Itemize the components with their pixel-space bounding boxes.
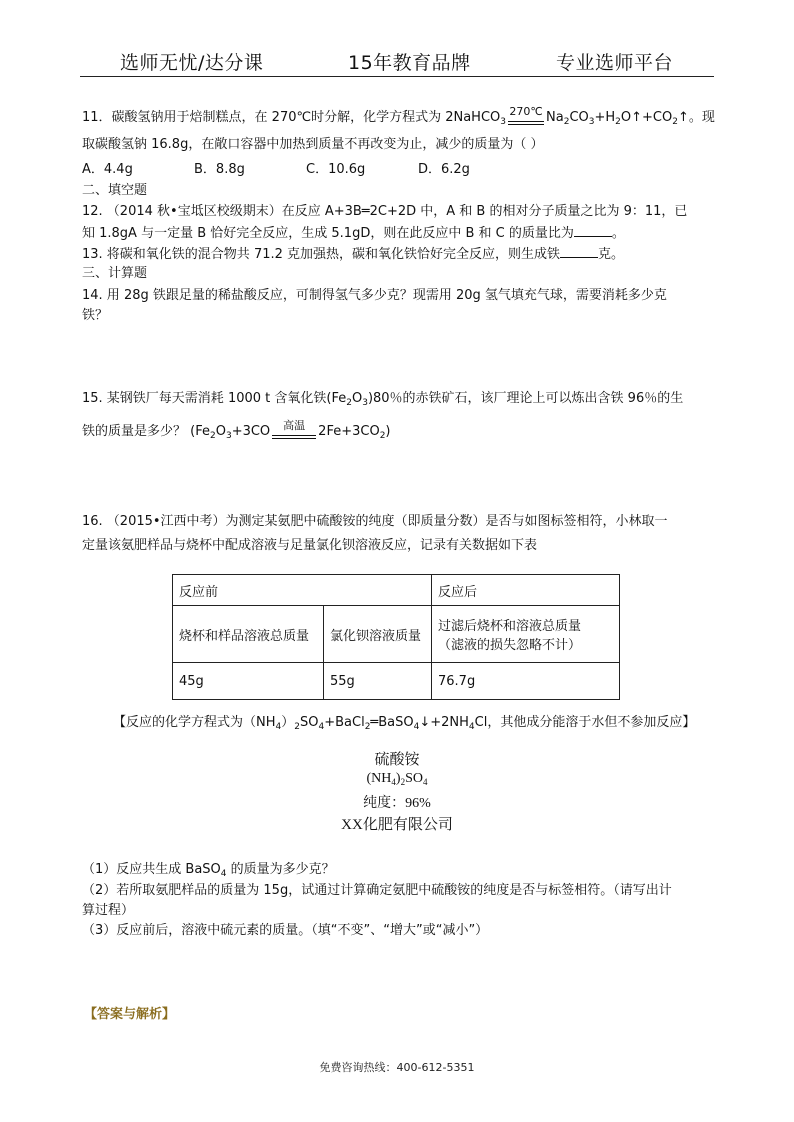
header-center: 15年教育品牌 xyxy=(348,52,471,74)
q16-sub2-line1: （2）若所取氨肥样品的质量为 15g，试通过计算确定氨肥中硫酸铵的纯度是否与标签相符。（请写出计 xyxy=(82,883,672,898)
section-fill-in: 二、填空题 xyxy=(82,183,148,198)
q16-equation: 【反应的化学方程式为$(NH_4)_2SO_4+BaCl_2═BaSO_4↓+2NH_4Cl$，其他成分能溶于水但不参加反应】 xyxy=(113,715,696,732)
q16-line2: 定量该氨肥样品与烧杯中配成溶液与足量氯化钡溶液反应，记录有关数据如下表 xyxy=(82,538,538,553)
page-header xyxy=(0,48,794,78)
q13-line: 13. 将碳和氧化铁的混合物共 71.2 克加强热，碳和氧化铁恰好完全反应，则生成铁 克。 xyxy=(82,243,624,265)
q12-line2: 知 1.8gA 与一定量 B 恰好完全反应，生成 5.1gD，则在此反应中 B 和 C 的质量比为 。 xyxy=(82,222,625,244)
table-header-after: 反应后 xyxy=(432,575,620,606)
q14-line2: 铁？ xyxy=(82,308,109,323)
q11-option-c: C．10.6g xyxy=(306,162,366,177)
section-calculation: 三、计算题 xyxy=(82,266,148,281)
q16-line1: 16. （2015•江西中考）为测定某氨肥中硫酸铵的纯度（即质量分数）是否与如图标签相符，小林取一 xyxy=(82,514,668,529)
footer-hotline: 免费咨询热线：400-612-5351 xyxy=(319,1061,475,1074)
table-value1: 45g xyxy=(173,663,324,700)
q12-blank[interactable] xyxy=(574,222,612,237)
q16-sub2-line2: 算过程） xyxy=(82,903,135,918)
table-value3: 76.7g xyxy=(432,663,620,700)
q11-option-d: D．6.2g xyxy=(418,162,470,177)
q14-line1: 14. 用 28g 铁跟足量的稀盐酸反应，可制得氢气多少克？现需用 20g 氢气填充气球，需要消耗多少克 xyxy=(82,288,667,303)
table-col1: 烧杯和样品溶液总质量 xyxy=(173,606,324,663)
q16-sub3: （3）反应前后，溶液中硫元素的质量。（填“不变”、“增大”或“减小”） xyxy=(82,923,489,938)
table-header-before: 反应前 xyxy=(173,575,432,606)
label-company: XX化肥有限公司 xyxy=(341,817,453,833)
header-right: 专业选师平台 xyxy=(556,52,674,74)
table-value2: 55g xyxy=(324,663,432,700)
q11-line2: 取碳酸氢钠 16.8g，在敞口容器中加热到质量不再改变为止，减少的质量为（ ） xyxy=(82,137,544,152)
q11-option-a: A．4.4g xyxy=(82,162,133,177)
q11-condition: 270℃ xyxy=(506,112,546,123)
label-product-name: 硫酸铵 xyxy=(374,752,420,768)
q15-line2: 铁的质量是多少？ ($Fe_2O_3+3CO$ 高温 $2Fe+3CO_2$) xyxy=(82,419,391,441)
q11-options xyxy=(82,160,470,180)
q12-line1: 12. （2014 秋•宝坻区校级期末）在反应 A+3B═2C+2D 中，A 和 B 的相对分子质量之比为 9：11，已 xyxy=(82,204,688,219)
table-col2: 氯化钡溶液质量 xyxy=(324,606,432,663)
q16-data-table xyxy=(172,574,620,700)
q15-condition: 高温 xyxy=(270,426,318,437)
q16-sub1: （1）反应共生成 BaSO$_4$ 的质量为多少克？ xyxy=(82,862,335,879)
label-formula: $(NH_4)_2SO_4$ xyxy=(366,771,428,787)
answer-heading: 【答案与解析】 xyxy=(84,1007,176,1022)
header-divider xyxy=(80,76,714,77)
q11-line1: 11．碳酸氢钠用于焙制糕点，在 270℃时分解，化学方程式为 2NaHCO$_3$ 270℃ $Na_2CO_3+H_2O↑+CO_2↑$。现 xyxy=(82,105,715,127)
table-col3: 过滤后烧杯和溶液总质量 （滤液的损失忽略不计） xyxy=(432,606,620,663)
q11-option-b: B．8.8g xyxy=(194,162,245,177)
label-purity: 纯度：96% xyxy=(363,796,431,811)
header-left: 选师无忧/达分课 xyxy=(120,52,264,74)
q13-blank[interactable] xyxy=(560,243,598,258)
q15-line1: 15. 某钢铁厂每天需消耗 1000 t 含氧化铁$(Fe_2O_3)80$％的赤铁矿石，该厂理论上可以炼出含铁 96％的生 xyxy=(82,391,684,408)
